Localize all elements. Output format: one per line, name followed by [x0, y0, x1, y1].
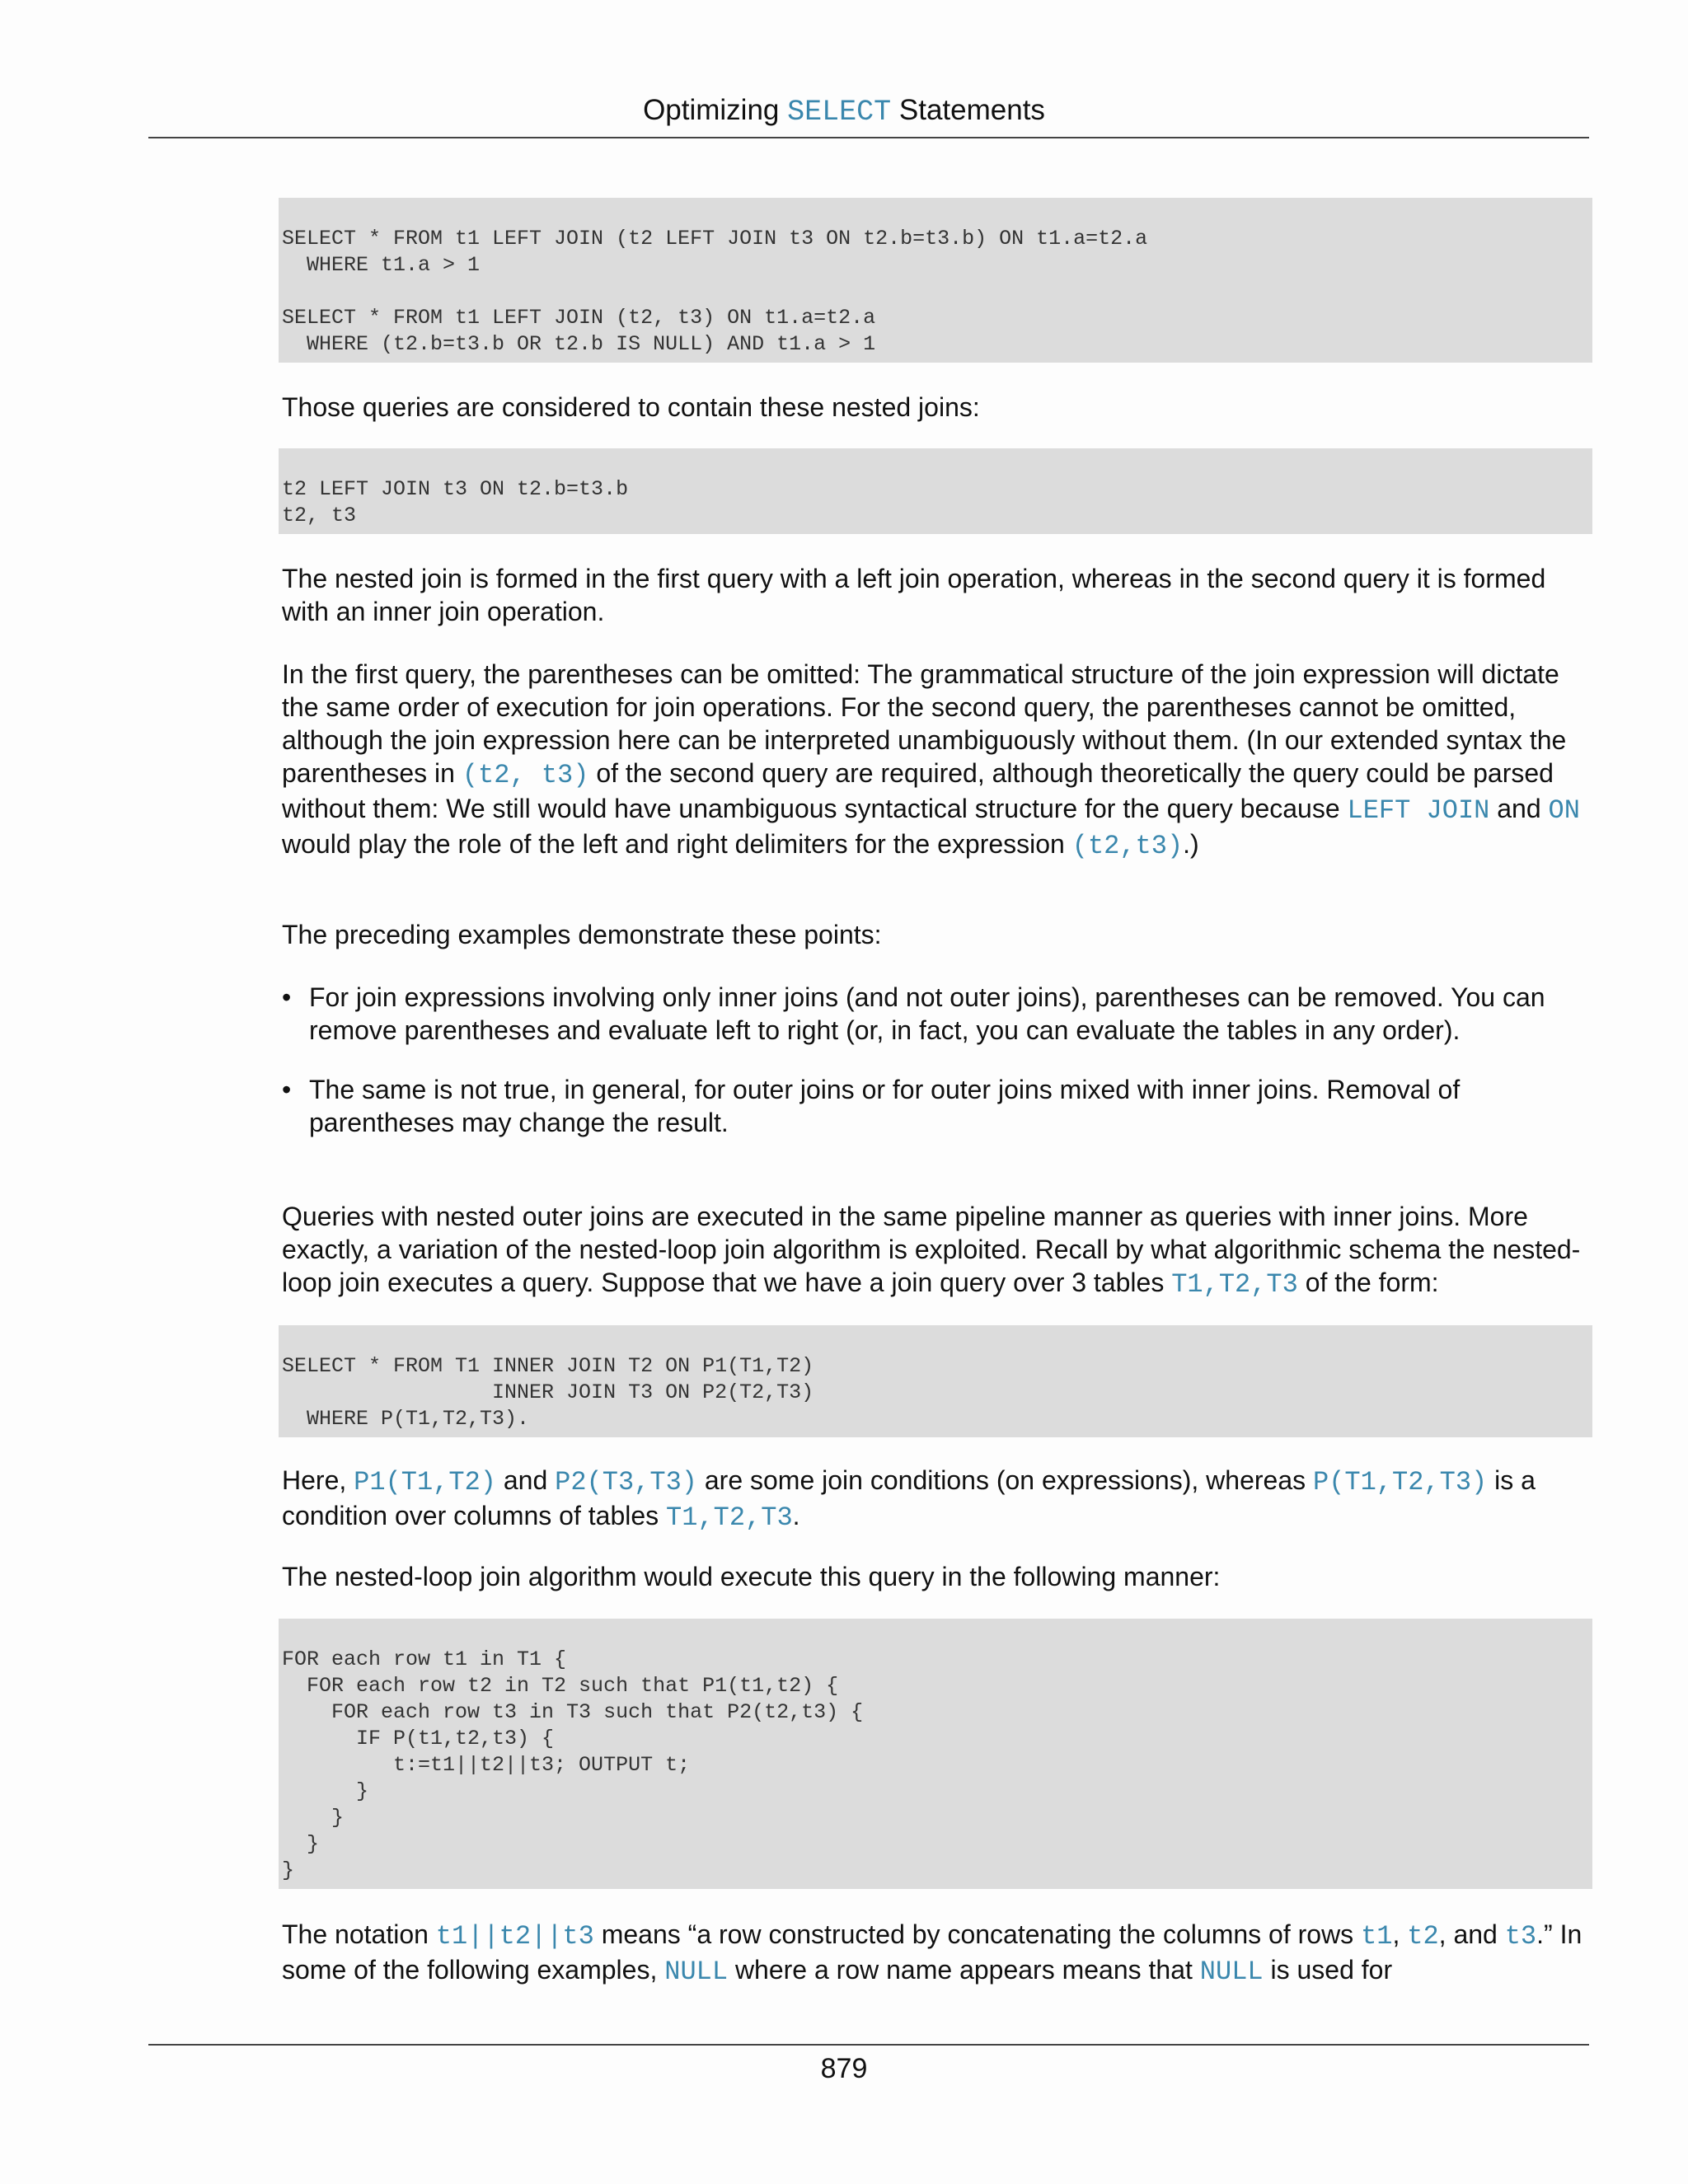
header-title-text: Optimizing: [643, 94, 780, 126]
inline-code: P2(T3,T3): [555, 1467, 697, 1497]
inline-code: NULL: [1199, 1957, 1264, 1987]
inline-code: T1,T2,T3: [1171, 1269, 1298, 1300]
paragraph-text: is a condition over columns of tables: [282, 1465, 1536, 1530]
paragraph-text: means “a row constructed by concatenating the columns of rows: [593, 1919, 1362, 1949]
paragraph-text: and: [495, 1465, 556, 1495]
paragraph-parentheses-omitted: [282, 658, 1589, 863]
inline-code: T1,T2,T3: [666, 1502, 793, 1533]
inline-code: NULL: [664, 1957, 729, 1987]
paragraph-text: and: [1489, 794, 1549, 823]
code-block-nested-joins: t2 LEFT JOIN t3 ON t2.b=t3.b t2, t3: [279, 448, 1592, 534]
inline-code: t2: [1407, 1921, 1439, 1952]
paragraph-nested-join-formed: The nested join is formed in the first query with a left join operation, whereas in the second query it is formed with an inner join operation.: [282, 564, 1546, 626]
bullet-marker: •: [282, 982, 292, 1012]
paragraph-notation: [282, 1918, 1589, 1989]
paragraph-text: .): [1183, 829, 1199, 859]
paragraph-text: Here,: [282, 1465, 354, 1495]
inline-code: (t2, t3): [462, 760, 589, 790]
footer-rule: [148, 2044, 1589, 2046]
paragraph-text: of the second query are required, although theoretically the query could be parsed without them: We still would have unambiguous syntactical structure for the query because: [282, 758, 1554, 823]
inline-code: P(T1,T2,T3): [1313, 1467, 1488, 1497]
bullet-text: The same is not true, in general, for outer joins or for outer joins mixed with inner joins. Removal of parentheses may change the result.: [309, 1075, 1461, 1137]
inline-code: LEFT JOIN: [1347, 795, 1490, 826]
paragraph-join-conditions: [282, 1464, 1589, 1535]
header-rule: [148, 137, 1589, 138]
code-block-inner-join-query: SELECT * FROM T1 INNER JOIN T2 ON P1(T1,T2) INNER JOIN T3 ON P2(T2,T3) WHERE P(T1,T2,T3).: [279, 1325, 1592, 1437]
paragraph-nested-loop-algorithm: The nested-loop join algorithm would execute this query in the following manner:: [282, 1562, 1221, 1591]
inline-code: (t2,t3): [1071, 831, 1184, 861]
paragraph-text: Queries with nested outer joins are executed in the same pipeline manner as queries with inner joins. More exactly, a variation of the nested-loop join algorithm is exploited. Recall by what algorithmic schema the nested-loop join executes a query. Suppose that we have a join query over 3 tables: [282, 1202, 1581, 1297]
bullet-marker: •: [282, 1075, 292, 1104]
paragraph-text: .” In some of the following examples,: [282, 1919, 1582, 1985]
inline-code: ON: [1548, 795, 1580, 826]
bullet-item: [282, 981, 1589, 1047]
paragraph-nested-joins-intro: Those queries are considered to contain these nested joins:: [282, 392, 980, 422]
bullet-text: For join expressions involving only inner joins (and not outer joins), parentheses can be removed. You can remove parentheses and evaluate left to right (or, in fact, you can evaluate the tables in any order).: [309, 982, 1545, 1045]
header-title-text-end: Statements: [898, 94, 1045, 126]
paragraph-nested-outer-joins: [282, 1200, 1589, 1301]
paragraph-text: is used for: [1263, 1955, 1393, 1985]
code-block-nested-loop-pseudocode: FOR each row t1 in T1 { FOR each row t2 in T2 such that P1(t1,t2) { FOR each row t3 in T3 such that P2(t2,t3) { IF P(t1,t2,t3) { t:=t1||t2||t3; OUTPUT t; } } } }: [279, 1619, 1592, 1889]
paragraph-text: ,: [1392, 1919, 1408, 1949]
paragraph-text: In the first query, the parentheses can be omitted: The grammatical structure of the join expression will dictate the same order of execution for join operations. For the second query, the parentheses cannot be omitted, although the join expression here can be interpreted unambiguously without them. (In our extended syntax the parentheses in: [282, 659, 1567, 788]
bullet-item: [282, 1073, 1589, 1139]
page-number: 879: [820, 2053, 868, 2084]
paragraph-text: .: [792, 1501, 800, 1530]
paragraph-text: of the form:: [1297, 1268, 1439, 1297]
inline-code: P1(T1,T2): [354, 1467, 496, 1497]
paragraph-text: , and: [1438, 1919, 1505, 1949]
paragraph-text: where a row name appears means that: [728, 1955, 1200, 1985]
inline-code: t3: [1504, 1921, 1537, 1952]
code-block-left-join-queries: SELECT * FROM t1 LEFT JOIN (t2 LEFT JOIN t3 ON t2.b=t3.b) ON t1.a=t2.a WHERE t1.a > 1 SELECT * FROM t1 LEFT JOIN (t2, t3) ON t1.a=t2.a WHERE (t2.b=t3.b OR t2.b IS NULL) AND t1.a > 1: [279, 198, 1592, 363]
page-header-title: [0, 92, 1688, 130]
paragraph-preceding-examples: The preceding examples demonstrate these points:: [282, 920, 882, 949]
paragraph-text: would play the role of the left and right delimiters for the expression: [282, 829, 1072, 859]
paragraph-text: The notation: [282, 1919, 436, 1949]
paragraph-text: are some join conditions (on expressions), whereas: [696, 1465, 1313, 1495]
inline-code: t1||t2||t3: [435, 1921, 594, 1952]
header-title-code: SELECT: [787, 96, 892, 129]
inline-code: t1: [1361, 1921, 1393, 1952]
